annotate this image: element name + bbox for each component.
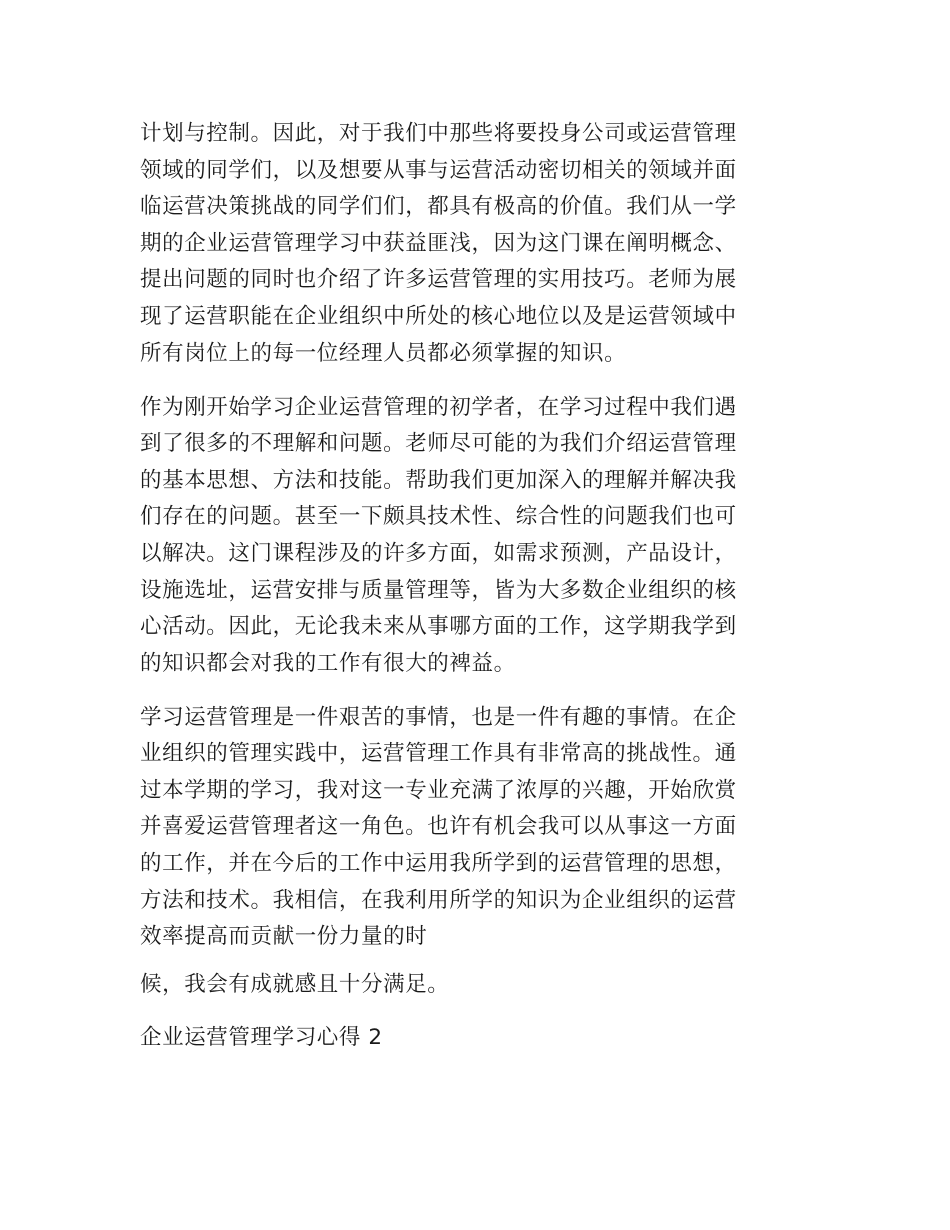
document-body — [140, 116, 802, 1057]
text-line: 领域的同学们，以及想要从事与运营活动密切相关的领域并面 — [140, 157, 737, 183]
text-line: 计划与控制。因此，对于我们中那些将要投身公司或运营管理 — [140, 121, 737, 146]
paragraph-3 — [140, 700, 802, 956]
text-line: 的工作，并在今后的工作中运用我所学到的运营管理的思想， — [140, 851, 737, 877]
text-line: 的基本思想、方法和技能。帮助我们更加深入的理解并解决我 — [140, 467, 737, 493]
paragraph-4 — [140, 967, 802, 1004]
paragraph-1 — [140, 116, 802, 372]
text-line: 所有岗位上的每一位经理人员都必须掌握的知识。 — [140, 340, 627, 366]
text-line: 方法和技术。我相信，在我利用所学的知识为企业组织的运营 — [140, 887, 737, 913]
paragraph-spacer — [140, 1004, 802, 1021]
text-line: 到了很多的不理解和问题。老师尽可能的为我们介绍运营管理 — [140, 431, 737, 457]
section-heading — [140, 1020, 802, 1057]
heading-line: 企业运营管理学习心得 2 — [140, 1025, 383, 1051]
text-line: 过本学期的学习，我对这一专业充满了浓厚的兴趣，开始欣赏 — [140, 777, 737, 803]
paragraph-spacer — [140, 956, 802, 967]
text-line: 作为刚开始学习企业运营管理的初学者，在学习过程中我们遇 — [140, 394, 737, 420]
text-line: 业组织的管理实践中，运营管理工作具有非常高的挑战性。通 — [140, 741, 737, 767]
text-line: 候，我会有成就感且十分满足。 — [140, 972, 450, 998]
paragraph-spacer — [140, 372, 802, 389]
paragraph-2 — [140, 390, 802, 683]
text-line: 的知识都会对我的工作有很大的裨益。 — [140, 650, 516, 676]
text-line: 以解决。这门课程涉及的许多方面，如需求预测，产品设计， — [140, 540, 737, 566]
text-line: 们存在的问题。甚至一下颇具技术性、综合性的问题我们也可 — [140, 504, 737, 530]
text-line: 效率提高而贡献一份力量的时 — [140, 924, 428, 950]
text-line: 期的企业运营管理学习中获益匪浅，因为这门课在阐明概念、 — [140, 230, 737, 256]
text-line: 临运营决策挑战的同学们们，都具有极高的价值。我们从一学 — [140, 194, 737, 220]
text-line: 设施选址，运营安排与质量管理等，皆为大多数企业组织的核 — [140, 577, 737, 603]
text-line: 并喜爱运营管理者这一角色。也许有机会我可以从事这一方面 — [140, 814, 737, 840]
text-line: 现了运营职能在企业组织中所处的核心地位以及是运营领域中 — [140, 303, 737, 329]
text-line: 心活动。因此，无论我未来从事哪方面的工作，这学期我学到 — [140, 614, 737, 640]
paragraph-spacer — [140, 682, 802, 699]
text-line: 学习运营管理是一件艰苦的事情，也是一件有趣的事情。在企 — [140, 704, 737, 730]
text-line: 提出问题的同时也介绍了许多运营管理的实用技巧。老师为展 — [140, 267, 737, 293]
